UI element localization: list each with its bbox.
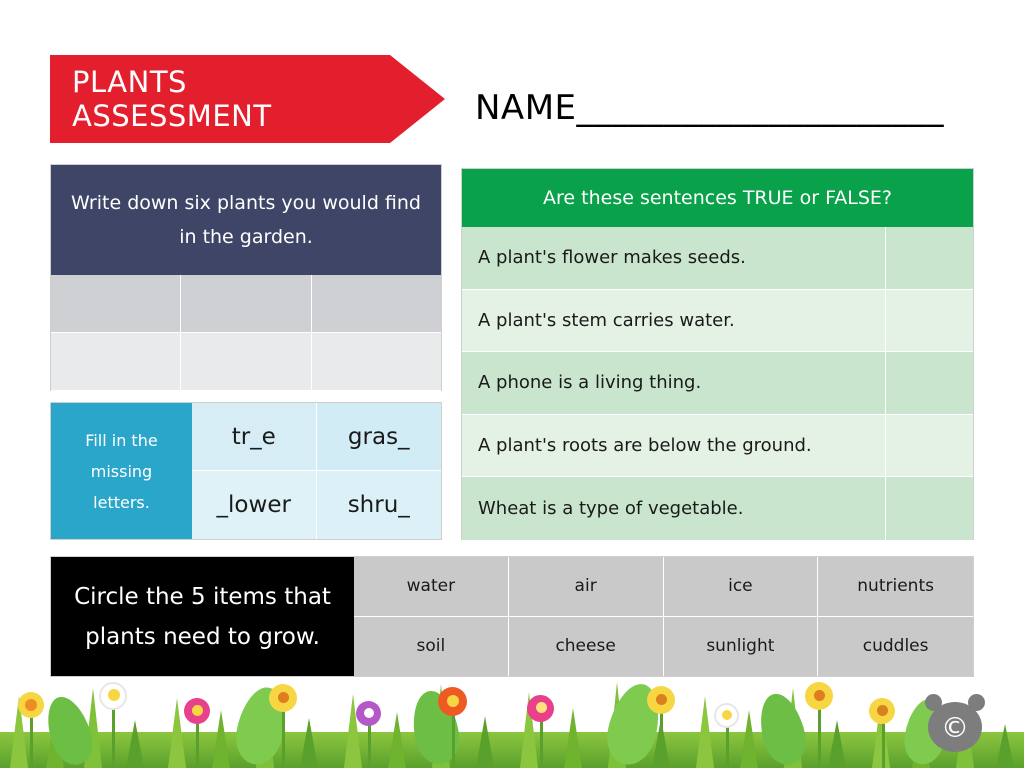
circle-item[interactable]: cuddles [818,617,973,677]
table-row [462,227,973,290]
circle-item[interactable]: water [354,557,509,617]
true-false-statement: A plant's flower makes seeds. [462,227,885,289]
circle-items-task [50,556,974,677]
missing-letters-instruction: Fill in the missing letters. [51,403,192,539]
circle-items-grid [354,557,973,676]
circle-item[interactable]: sunlight [664,617,819,677]
true-false-answer-cell[interactable] [885,227,973,289]
true-false-statement: A plant's stem carries water. [462,290,885,352]
table-row [51,275,441,333]
plant-answer-cell[interactable] [51,333,181,391]
title-banner [50,55,445,143]
plant-answer-cell[interactable] [181,275,311,333]
table-row [462,415,973,478]
circle-items-instruction: Circle the 5 items that plants need to grow. [51,557,354,676]
plant-answer-cell[interactable] [312,275,441,333]
plants-task [50,164,442,391]
missing-letter-word[interactable]: tr_e [192,403,317,471]
true-false-statement: Wheat is a type of vegetable. [462,477,885,540]
missing-letters-grid [192,403,441,539]
missing-letters-task [50,402,442,540]
true-false-answer-cell[interactable] [885,352,973,414]
table-row [462,352,973,415]
true-false-statement: A plant's roots are below the ground. [462,415,885,477]
copyright-icon: © [928,702,982,752]
true-false-answer-cell[interactable] [885,415,973,477]
true-false-task [461,168,974,540]
true-false-statement: A phone is a living thing. [462,352,885,414]
plant-answer-cell[interactable] [181,333,311,391]
plants-task-instruction: Write down six plants you would find in the garden. [51,165,441,275]
missing-letter-word[interactable]: shru_ [317,471,442,539]
grass-base [0,732,1024,768]
plant-answer-cell[interactable] [312,333,441,391]
page-title: PLANTS ASSESSMENT [72,65,272,133]
name-field-label[interactable]: NAME_____________________ [475,88,945,128]
flower-border-decoration [0,676,1024,768]
table-row [462,290,973,353]
circle-item[interactable]: nutrients [818,557,973,617]
table-row [51,333,441,391]
copyright-badge [924,694,986,752]
table-row [462,477,973,540]
circle-item[interactable]: soil [354,617,509,677]
missing-letter-word[interactable]: _lower [192,471,317,539]
missing-letter-word[interactable]: gras_ [317,403,442,471]
circle-item[interactable]: ice [664,557,819,617]
banner-arrow-shape [390,55,445,143]
plant-answer-cell[interactable] [51,275,181,333]
circle-item[interactable]: air [509,557,664,617]
true-false-answer-cell[interactable] [885,477,973,540]
true-false-header: Are these sentences TRUE or FALSE? [462,169,973,227]
circle-item[interactable]: cheese [509,617,664,677]
true-false-answer-cell[interactable] [885,290,973,352]
